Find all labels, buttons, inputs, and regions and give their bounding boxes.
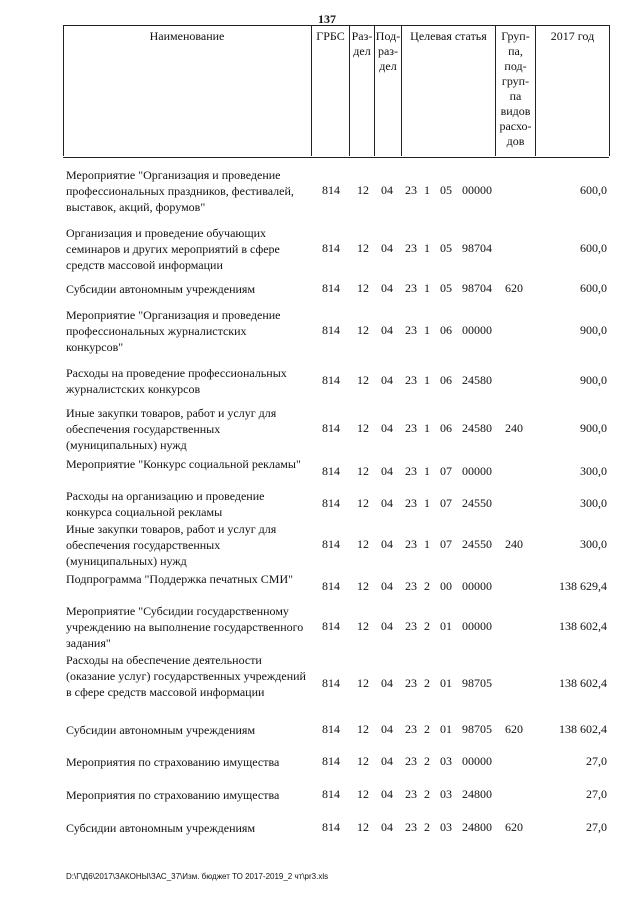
cell-name: Расходы на обеспечение деятельности (оказание услуг) государственных учреждений в сфере средств массовой информации [66,653,306,699]
cell-podrazdel: 04 [381,496,393,510]
table-row [0,652,640,716]
cell-target-event: 03 [440,754,452,768]
cell-razdel: 12 [357,579,369,593]
cell-name: Иные закупки товаров, работ и услуг для обеспечения государственных (муниципальных) нужд [66,406,277,452]
cell-name: Мероприятие "Организация и проведение профессиональных журналистских конкурсов" [66,308,281,354]
cell-amount: 600,0 [580,281,607,295]
cell-razdel: 12 [357,373,369,387]
cell-target-event: 06 [440,323,452,337]
table-row [0,571,640,603]
cell-podrazdel: 04 [381,373,393,387]
header-grbs: ГРБС [316,29,345,43]
cell-grbs: 814 [322,373,340,387]
cell-amount: 138 602,4 [559,619,607,633]
cell-name: Мероприятие "Субсидии государственному учреждению на выполнение государственного задания" [66,604,304,650]
cell-target-subprogram: 2 [424,722,430,736]
cell-target-direction: 00000 [462,754,492,768]
cell-target-direction: 98705 [462,676,492,690]
cell-target-event: 07 [440,464,452,478]
cell-amount: 900,0 [580,323,607,337]
cell-podrazdel: 04 [381,537,393,551]
cell-target-program: 23 [405,676,417,690]
cell-name: Подпрограмма "Поддержка печатных СМИ" [66,572,294,586]
cell-podrazdel: 04 [381,754,393,768]
cell-target-subprogram: 2 [424,787,430,801]
cell-name: Мероприятия по страхованию имущества [66,788,280,802]
cell-target-program: 23 [405,281,417,295]
cell-target-program: 23 [405,464,417,478]
table-row [0,521,640,569]
cell-expense-group: 620 [505,281,523,295]
cell-target-program: 23 [405,183,417,197]
cell-name: Иные закупки товаров, работ и услуг для обеспечения государственных (муниципальных) нужд [66,522,277,568]
cell-target-event: 05 [440,183,452,197]
cell-target-direction: 24800 [462,787,492,801]
cell-target-event: 01 [440,676,452,690]
cell-podrazdel: 04 [381,183,393,197]
cell-podrazdel: 04 [381,619,393,633]
cell-target-program: 23 [405,579,417,593]
cell-name: Мероприятие "Организация и проведение профессиональных праздников, фестивалей, выставок, акций, форумов" [66,168,294,214]
cell-name: Субсидии автономным учреждениям [66,723,256,737]
cell-target-direction: 00000 [462,464,492,478]
cell-grbs: 814 [322,464,340,478]
table-row [0,281,640,297]
cell-target-program: 23 [405,373,417,387]
cell-amount: 300,0 [580,496,607,510]
cell-razdel: 12 [357,820,369,834]
cell-target-program: 23 [405,619,417,633]
cell-target-subprogram: 1 [424,281,430,295]
cell-target-event: 06 [440,373,452,387]
cell-target-subprogram: 1 [424,373,430,387]
cell-razdel: 12 [357,676,369,690]
cell-target-direction: 24550 [462,496,492,510]
cell-razdel: 12 [357,537,369,551]
cell-razdel: 12 [357,281,369,295]
cell-target-program: 23 [405,754,417,768]
cell-target-program: 23 [405,787,417,801]
table-row [0,754,640,770]
cell-podrazdel: 04 [381,820,393,834]
cell-target-direction: 24580 [462,421,492,435]
cell-target-program: 23 [405,537,417,551]
cell-target-subprogram: 1 [424,421,430,435]
cell-target-event: 03 [440,787,452,801]
cell-target-event: 01 [440,619,452,633]
cell-amount: 900,0 [580,373,607,387]
cell-target-event: 07 [440,537,452,551]
cell-target-event: 06 [440,421,452,435]
cell-name: Организация и проведение обучающих семинаров и других мероприятий в сфере средств массовой информации [66,226,280,272]
header-name: Наименование [149,29,225,43]
table-row [0,225,640,273]
cell-target-program: 23 [405,421,417,435]
cell-razdel: 12 [357,323,369,337]
cell-target-direction: 00000 [462,579,492,593]
cell-podrazdel: 04 [381,787,393,801]
table-row [0,488,640,520]
cell-grbs: 814 [322,579,340,593]
table-row [0,820,640,836]
header-year: 2017 год [550,29,595,43]
cell-amount: 300,0 [580,464,607,478]
table-row [0,405,640,453]
table-row [0,603,640,651]
cell-amount: 27,0 [586,820,607,834]
header-target: Целевая статья [410,29,487,43]
cell-target-subprogram: 1 [424,323,430,337]
cell-amount: 600,0 [580,241,607,255]
cell-target-program: 23 [405,496,417,510]
cell-grbs: 814 [322,754,340,768]
cell-target-direction: 98704 [462,281,492,295]
cell-target-subprogram: 2 [424,676,430,690]
cell-amount: 27,0 [586,754,607,768]
cell-target-direction: 00000 [462,323,492,337]
cell-name: Расходы на проведение профессиональных журналистских конкурсов [66,366,287,396]
cell-razdel: 12 [357,754,369,768]
cell-podrazdel: 04 [381,676,393,690]
cell-name: Мероприятие "Конкурс социальной рекламы" [66,457,301,471]
cell-target-event: 00 [440,579,452,593]
cell-name: Субсидии автономным учреждениям [66,821,256,835]
table-row [0,456,640,488]
cell-target-event: 01 [440,722,452,736]
footer-path: D:\Г\Д6\2017\ЗАКОНЫ\ЗАС_37\Изм. бюджет ТО 2017-2019_2 чт\pr3.xls [66,872,329,881]
cell-grbs: 814 [322,323,340,337]
cell-target-direction: 00000 [462,183,492,197]
cell-target-subprogram: 1 [424,183,430,197]
cell-grbs: 814 [322,619,340,633]
cell-grbs: 814 [322,421,340,435]
table-row [0,365,640,397]
cell-podrazdel: 04 [381,241,393,255]
cell-amount: 900,0 [580,421,607,435]
cell-razdel: 12 [357,619,369,633]
cell-expense-group: 620 [505,820,523,834]
cell-razdel: 12 [357,421,369,435]
cell-target-event: 05 [440,241,452,255]
header-podrazdel: Под- раз- дел [375,29,401,73]
cell-podrazdel: 04 [381,722,393,736]
page-number: 137 [318,12,336,26]
cell-target-subprogram: 2 [424,579,430,593]
cell-amount: 27,0 [586,787,607,801]
cell-target-program: 23 [405,722,417,736]
cell-target-subprogram: 2 [424,619,430,633]
cell-podrazdel: 04 [381,421,393,435]
cell-grbs: 814 [322,787,340,801]
cell-podrazdel: 04 [381,579,393,593]
cell-target-direction: 24550 [462,537,492,551]
cell-target-direction: 24580 [462,373,492,387]
cell-target-program: 23 [405,820,417,834]
cell-podrazdel: 04 [381,323,393,337]
table-row [0,167,640,215]
cell-target-program: 23 [405,241,417,255]
cell-razdel: 12 [357,496,369,510]
cell-target-subprogram: 1 [424,464,430,478]
cell-amount: 138 629,4 [559,579,607,593]
cell-grbs: 814 [322,722,340,736]
cell-grbs: 814 [322,241,340,255]
cell-target-subprogram: 1 [424,537,430,551]
cell-razdel: 12 [357,722,369,736]
cell-razdel: 12 [357,183,369,197]
header-group: Груп- па, под- груп- па видов расхо- дов [499,29,532,148]
cell-expense-group: 240 [505,421,523,435]
table-row [0,787,640,803]
cell-amount: 300,0 [580,537,607,551]
cell-amount: 138 602,4 [559,676,607,690]
cell-target-direction: 98705 [462,722,492,736]
cell-grbs: 814 [322,820,340,834]
cell-target-subprogram: 1 [424,496,430,510]
cell-grbs: 814 [322,537,340,551]
cell-target-program: 23 [405,323,417,337]
cell-razdel: 12 [357,464,369,478]
cell-amount: 138 602,4 [559,722,607,736]
cell-target-subprogram: 1 [424,241,430,255]
cell-podrazdel: 04 [381,464,393,478]
cell-razdel: 12 [357,787,369,801]
cell-target-subprogram: 2 [424,820,430,834]
cell-target-event: 05 [440,281,452,295]
cell-target-direction: 24800 [462,820,492,834]
cell-podrazdel: 04 [381,281,393,295]
cell-razdel: 12 [357,241,369,255]
cell-target-subprogram: 2 [424,754,430,768]
cell-target-event: 07 [440,496,452,510]
header-razdel: Раз- дел [351,29,373,58]
cell-expense-group: 240 [505,537,523,551]
cell-target-direction: 98704 [462,241,492,255]
cell-target-event: 03 [440,820,452,834]
cell-name: Расходы на организацию и проведение конкурса социальной рекламы [66,489,265,519]
cell-name: Субсидии автономным учреждениям [66,282,256,296]
cell-grbs: 814 [322,676,340,690]
cell-grbs: 814 [322,281,340,295]
table-row [0,307,640,355]
cell-expense-group: 620 [505,722,523,736]
cell-grbs: 814 [322,183,340,197]
table-row [0,722,640,738]
cell-amount: 600,0 [580,183,607,197]
cell-grbs: 814 [322,496,340,510]
cell-name: Мероприятия по страхованию имущества [66,755,280,769]
cell-target-direction: 00000 [462,619,492,633]
